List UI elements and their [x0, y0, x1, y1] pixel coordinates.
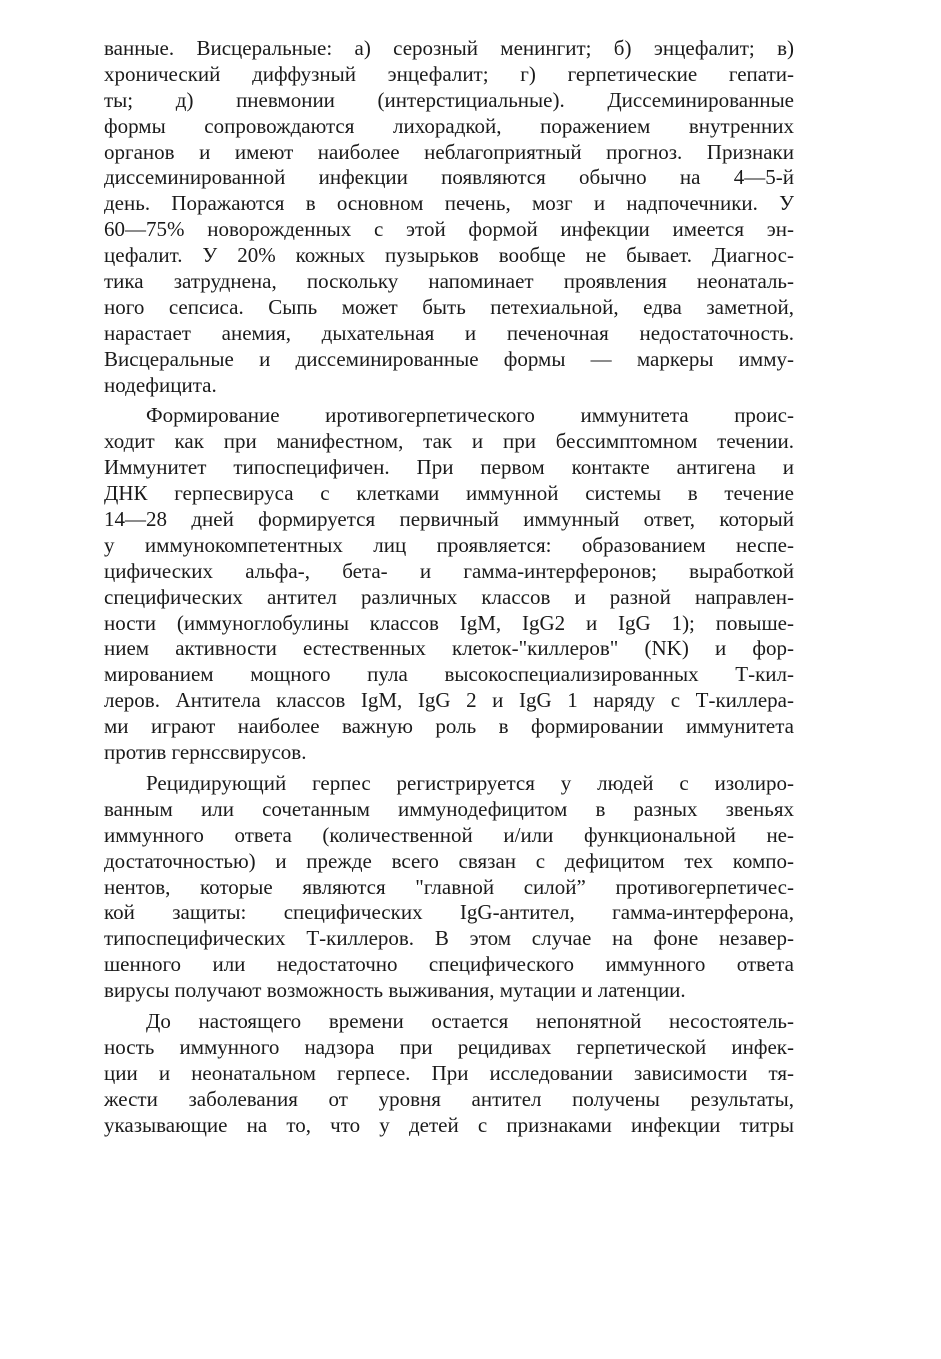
paragraph-4: [104, 1009, 794, 1138]
text-line: у иммунокомпетентных лиц проявляется: образованием неспе-: [104, 532, 794, 557]
text-line: цефалит. У 20% кожных пузырьков вообще не бывает. Диагнос-: [104, 243, 794, 268]
text-line: нодефицита.: [104, 372, 217, 397]
paragraph-1: [104, 36, 794, 398]
text-line: вирусы получают возможность выживания, мутации и латенции.: [104, 978, 686, 1003]
text-line: леров. Антитела классов IgM, IgG 2 и IgG 1 наряду с Т-киллера-: [104, 688, 794, 713]
text-line: достаточностью) и прежде всего связан с дефицитом тех компо-: [104, 848, 794, 873]
text-line: Висцеральные и диссеминированные формы — маркеры имму-: [104, 346, 794, 371]
text-line: жести заболевания от уровня антител получены результаты,: [104, 1086, 794, 1111]
text-line: ции и неонатальном герпесе. При исследовании зависимости тя-: [104, 1060, 794, 1085]
text-line: ванные. Висцеральные: а) серозный менингит; б) энцефалит; в): [104, 36, 794, 60]
text-line: против гернссвирусов.: [104, 740, 307, 765]
text-line: хронический диффузный энцефалит; г) герпетические гепати-: [104, 61, 794, 86]
document-page: [104, 36, 794, 1143]
text-line: иммунного ответа (количественной и/или функциональной не-: [104, 822, 794, 847]
text-line: 14—28 дней формируется первичный иммунный ответ, который: [104, 507, 794, 532]
text-line: формы сопровождаются лихорадкой, поражением внутренних: [104, 113, 794, 138]
text-line: указывающие на то, что у детей с признаками инфекции титры: [104, 1112, 794, 1137]
text-line: шенного или недостаточно специфического иммунного ответа: [104, 952, 794, 977]
text-line: Рецидирующий герпес регистрируется у людей с изолиро-: [146, 770, 794, 795]
text-line: нарастает анемия, дыхательная и печеночная недостаточность.: [104, 320, 794, 345]
text-line: органов и имеют наиболее неблагоприятный прогноз. Признаки: [104, 139, 794, 164]
text-line: тика затруднена, поскольку напоминает проявления неонаталь-: [104, 269, 794, 294]
text-line: день. Поражаются в основном печень, мозг и надпочечники. У: [104, 191, 794, 216]
text-line: мированием мощного пула высокоспециализированных Т-кил-: [104, 662, 794, 687]
text-line: 60—75% новорожденных с этой формой инфекции имеется эн-: [104, 217, 794, 242]
text-line: нием активности естественных клеток-"киллеров" (NK) и фор-: [104, 636, 794, 661]
text-line: ДНК герпесвируса с клетками иммунной системы в течение: [104, 481, 794, 506]
text-line: Иммунитет типоспецифичен. При первом контакте антигена и: [104, 455, 794, 480]
text-line: ности (иммуноглобулины классов IgM, IgG2 и IgG 1); повыше-: [104, 610, 794, 635]
text-line: специфических антител различных классов и разной направлен-: [104, 584, 794, 609]
text-line: кой защиты: специфических IgG-антител, гамма-интерферона,: [104, 900, 794, 925]
text-line: ванным или сочетанным иммунодефицитом в разных звеньях: [104, 796, 794, 821]
text-line: ность иммунного надзора при рецидивах герпетической инфек-: [104, 1034, 794, 1059]
paragraph-2: [104, 403, 794, 765]
text-line: цифических альфа-, бета- и гамма-интерферонов; выработкой: [104, 558, 794, 583]
text-line: Формирование иротивогерпетического иммунитета проис-: [146, 403, 794, 428]
text-line: ного сепсиса. Сыпь может быть петехиальной, едва заметной,: [104, 294, 794, 319]
text-line: ми играют наиболее важную роль в формировании иммунитета: [104, 714, 794, 739]
text-line: типоспецифических Т-киллеров. В этом случае на фоне незавер-: [104, 926, 794, 951]
text-line: диссеминированной инфекции появляются обычно на 4—5-й: [104, 165, 794, 190]
text-line: ходит как при манифестном, так и при бессимптомном течении.: [104, 429, 794, 454]
text-line: ты; д) пневмонии (интерстициальные). Диссеминированные: [104, 87, 794, 112]
paragraph-3: [104, 771, 794, 1004]
text-line: нентов, которые являются "главной силой” противогерпетичес-: [104, 874, 794, 899]
text-line: До настоящего времени остается непонятной несостоятель-: [146, 1008, 794, 1033]
